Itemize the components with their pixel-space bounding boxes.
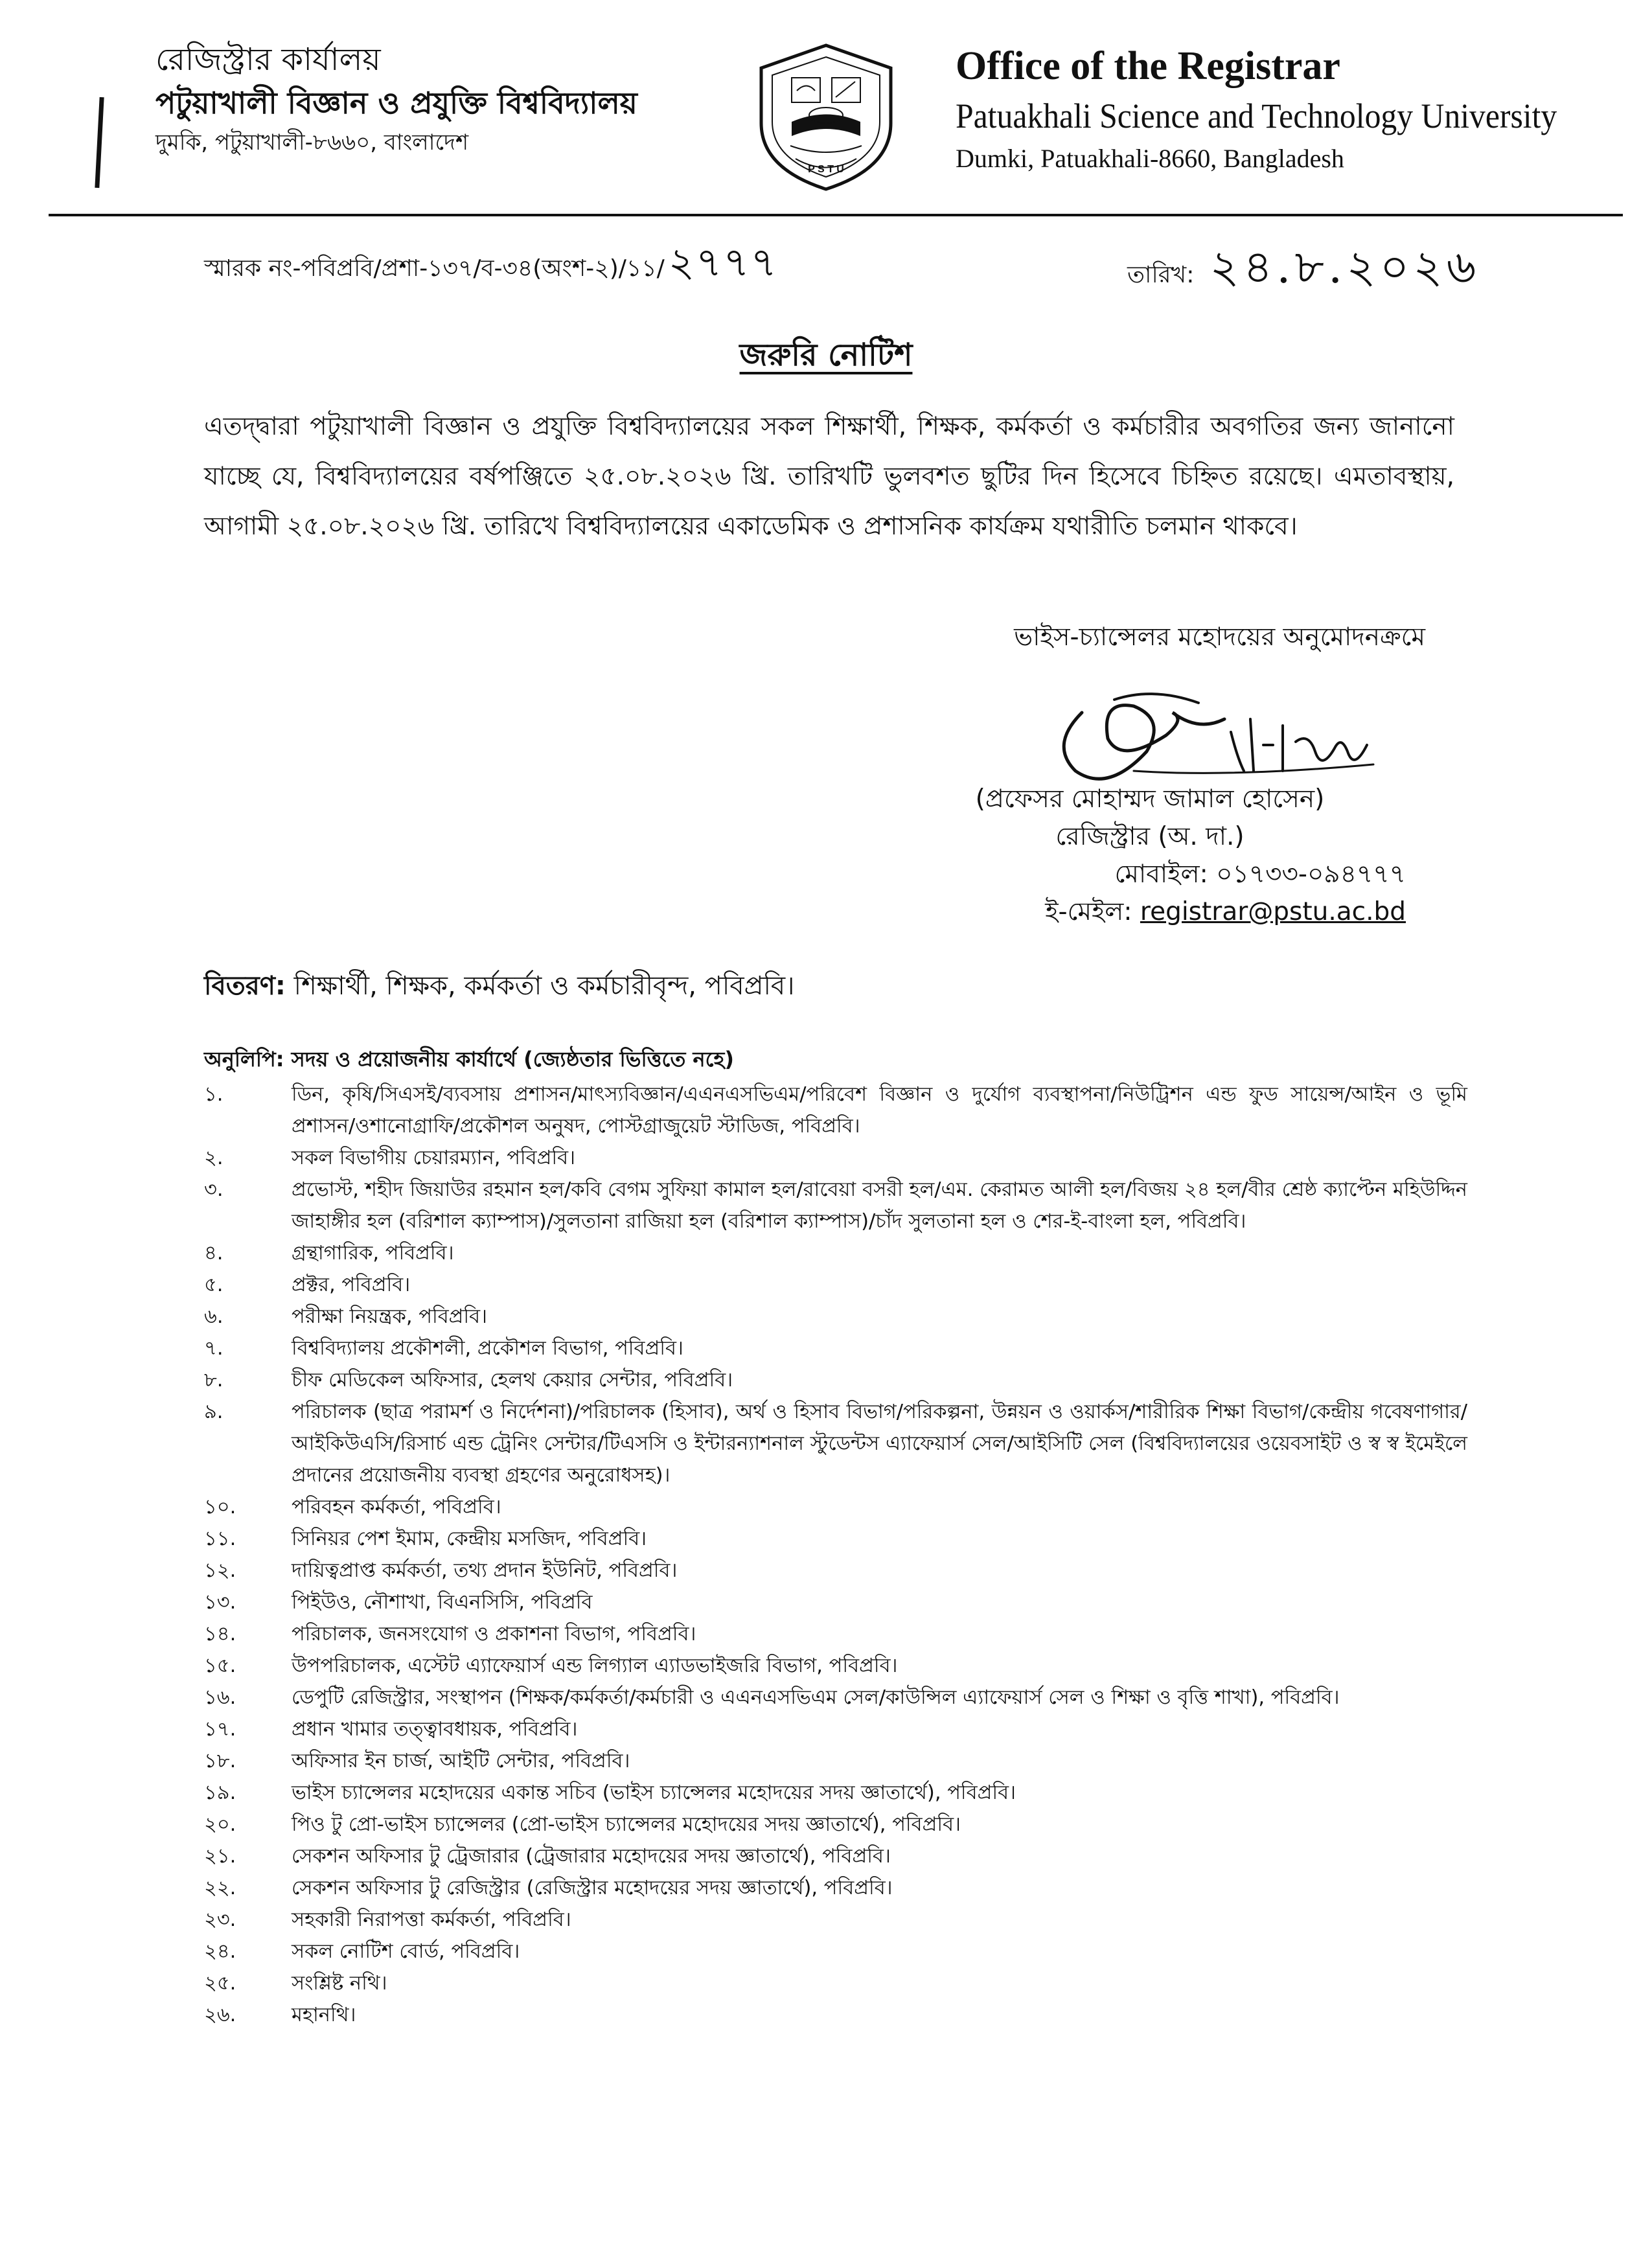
distribution-label: বিতরণ: — [204, 971, 286, 1001]
list-item — [204, 1364, 1467, 1396]
list-item-text: সংশ্লিষ্ট নথি। — [292, 1972, 387, 1995]
list-item — [204, 1269, 1467, 1301]
list-item-number: ১৫. — [204, 1655, 236, 1677]
list-item — [204, 1523, 1467, 1555]
list-item-number: ১৯. — [204, 1781, 236, 1804]
memo-reference — [204, 232, 778, 299]
list-item-number: ৮. — [204, 1369, 224, 1392]
university-logo — [745, 39, 907, 194]
list-item-number: ২৪. — [204, 1940, 236, 1963]
list-item-text: সকল নোটিশ বোর্ড, পবিপ্রবি। — [292, 1940, 520, 1963]
notice-body: এতদ্দ্বারা পটুয়াখালী বিজ্ঞান ও প্রযুক্তি বিশ্ববিদ্যালয়ের সকল শিক্ষার্থী, শিক্ষক, কর্মকর্তা ও কর্মচারীর অবগতির জন্য জানানো যাচ্ছে যে, বিশ্ববিদ্যালয়ের বর্ষপঞ্জিতে ২৫.০৮.২০২৬ খ্রি. তারিখটি ভুলবশত ছুটির দিন হিসেবে চিহ্নিত রয়েছে। এমতাবস্থায়, আগামী ২৫.০৮.২০২৬ খ্রি. তারিখে বিশ্ববিদ্যালয়ের একাডেমিক ও প্রশাসনিক কার্যক্রম যথারীতি চলমান থাকবে। — [204, 412, 1454, 541]
list-item — [204, 1586, 1467, 1618]
list-item-text: গ্রন্থাগারিক, পবিপ্রবি। — [292, 1242, 454, 1265]
list-item-number: ৫. — [204, 1274, 224, 1296]
list-item — [204, 1936, 1467, 1967]
list-item-text: সিনিয়র পেশ ইমাম, কেন্দ্রীয় মসজিদ, পবিপ্রবি। — [292, 1528, 647, 1550]
bn-office-name: রেজিস্ট্রার কার্যালয় — [155, 41, 381, 78]
copies-list — [204, 1079, 1467, 2031]
list-item-number: ১১. — [204, 1528, 236, 1550]
list-item-text: বিশ্ববিদ্যালয় প্রকৌশলী, প্রকৌশল বিভাগ, পবিপ্রবি। — [292, 1337, 683, 1360]
list-item — [204, 1777, 1467, 1809]
list-item-number: ১৭. — [204, 1718, 236, 1741]
list-item — [204, 1079, 1467, 1142]
list-item-text: চীফ মেডিকেল অফিসার, হেলথ কেয়ার সেন্টার, পবিপ্রবি। — [292, 1369, 733, 1392]
list-item — [204, 1396, 1467, 1491]
signatory-email — [894, 893, 1406, 931]
header-english — [956, 40, 1609, 178]
list-item-number: ২৫. — [204, 1972, 236, 1995]
date-handwritten: ২৪.৮.২০২৬ — [1210, 240, 1480, 293]
list-item-text: অফিসার ইন চার্জ, আইটি সেন্টার, পবিপ্রবি। — [292, 1750, 630, 1772]
list-item — [204, 1745, 1467, 1777]
notice-title-wrap — [0, 332, 1652, 383]
list-item-number: ৪. — [204, 1242, 224, 1265]
list-item — [204, 1618, 1467, 1650]
list-item — [204, 1142, 1467, 1174]
list-item-number: ৭. — [204, 1337, 224, 1360]
list-item-text: প্রধান খামার তত্ত্বাবধায়ক, পবিপ্রবি। — [292, 1718, 578, 1741]
approval-line: ভাইস-চ্যান্সেলর মহোদয়ের অনুমোদনক্রমে — [1014, 623, 1425, 652]
list-item — [204, 1872, 1467, 1904]
distribution-text: শিক্ষার্থী, শিক্ষক, কর্মকর্তা ও কর্মচারীবৃন্দ, পবিপ্রবি। — [293, 971, 795, 1001]
list-item — [204, 1491, 1467, 1523]
email-label: ই-মেইল: — [1045, 897, 1132, 926]
list-item-number: ২৬. — [204, 2004, 236, 2026]
list-item — [204, 1904, 1467, 1936]
list-item-text: সেকশন অফিসার টু রেজিস্ট্রার (রেজিস্ট্রার মহোদয়ের সদয় জ্ঞাতার্থে), পবিপ্রবি। — [292, 1877, 893, 1899]
list-item — [204, 1840, 1467, 1872]
list-item — [204, 1967, 1467, 1999]
copies-title: অনুলিপি: সদয় ও প্রয়োজনীয় কার্যার্থে (জ্যেষ্ঠতার ভিত্তিতে নহে) — [204, 1047, 734, 1071]
signatory-details — [894, 781, 1406, 931]
approval-line-wrap — [894, 619, 1425, 656]
list-item — [204, 1713, 1467, 1745]
list-item-number: ২৩. — [204, 1908, 236, 1931]
list-item-number: ১২. — [204, 1559, 236, 1582]
list-item-text: ডিন, কৃষি/সিএসই/ব্যবসায় প্রশাসন/মাৎস্যবিজ্ঞান/এএনএসভিএম/পরিবেশ বিজ্ঞান ও দুর্যোগ ব্যবস্থাপনা/নিউট্রিশন এন্ড ফুড সায়েন্স/আইন ও ভূমি প্রশাসন/ওশানোগ্রাফি/প্রকৌশল অনুষদ, পোস্টগ্রাজুয়েট স্টাডিজ, পবিপ্রবি। — [292, 1083, 1467, 1138]
notice-title: জরুরি নোটিশ — [739, 337, 913, 373]
list-item-number: ৯. — [204, 1401, 224, 1423]
list-item-number: ২২. — [204, 1877, 236, 1899]
handwritten-signature — [1037, 674, 1399, 797]
list-item — [204, 1555, 1467, 1586]
email-link[interactable]: registrar@pstu.ac.bd — [1140, 897, 1406, 926]
signatory-mobile — [894, 856, 1406, 893]
list-item-number: ২১. — [204, 1845, 236, 1868]
list-item-text: ডেপুটি রেজিস্ট্রার, সংস্থাপন (শিক্ষক/কর্মকর্তা/কর্মচারী ও এএনএসভিএম সেল/কাউন্সিল এ্যাফেয়ার্স সেল ও শিক্ষা ও বৃত্তি শাখা), পবিপ্রবি। — [292, 1686, 1340, 1709]
list-item — [204, 1333, 1467, 1364]
date-label: তারিখ: — [1127, 262, 1195, 288]
list-item-number: ২০. — [204, 1813, 236, 1836]
list-item-text: পরিবহন কর্মকর্তা, পবিপ্রবি। — [292, 1496, 501, 1518]
list-item-text: সেকশন অফিসার টু ট্রেজারার (ট্রেজারার মহোদয়ের সদয় জ্ঞাতার্থে), পবিপ্রবি। — [292, 1845, 891, 1868]
list-item-text: প্রভোস্ট, শহীদ জিয়াউর রহমান হল/কবি বেগম সুফিয়া কামাল হল/রাবেয়া বসরী হল/এম. কেরামত আলী হল/বিজয় ২৪ হল/বীর শ্রেষ্ঠ ক্যাপ্টেন মহিউদ্দিন জাহাঙ্গীর হল (বরিশাল ক্যাম্পাস)/সুলতানা রাজিয়া হল (বরিশাল ক্যাম্পাস)/চাঁদ সুলতানা হল ও শের-ই-বাংলা হল, পবিপ্রবি। — [292, 1178, 1467, 1233]
list-item-text: দায়িত্বপ্রাপ্ত কর্মকর্তা, তথ্য প্রদান ইউনিট, পবিপ্রবি। — [292, 1559, 678, 1582]
mobile-label: মোবাইল: — [1114, 860, 1208, 889]
logo-short-text: P S T U — [808, 164, 844, 175]
bn-address: দুমকি, পটুয়াখালী-৮৬৬০, বাংলাদেশ — [155, 130, 469, 155]
list-item-number: ২. — [204, 1147, 224, 1169]
list-item-text: প্রক্টর, পবিপ্রবি। — [292, 1274, 411, 1296]
list-item-number: ৬. — [204, 1305, 224, 1328]
mobile-number: ০১৭৩৩-০৯৪৭৭৭ — [1216, 860, 1406, 889]
list-item-text: সকল বিভাগীয় চেয়ারম্যান, পবিপ্রবি। — [292, 1147, 575, 1169]
list-item — [204, 1682, 1467, 1713]
memo-date — [1127, 232, 1480, 308]
list-item-number: ১০. — [204, 1496, 236, 1518]
list-item — [204, 1999, 1467, 2031]
list-item-number: ১৬. — [204, 1686, 236, 1709]
en-office-name: Office of the Registrar — [956, 44, 1340, 88]
list-item-text: উপপরিচালক, এস্টেট এ্যাফেয়ার্স এন্ড লিগ্যাল এ্যাডভাইজরি বিভাগ, পবিপ্রবি। — [292, 1655, 898, 1677]
margin-pen-mark — [95, 97, 104, 188]
list-item — [204, 1174, 1467, 1237]
list-item — [204, 1301, 1467, 1333]
list-item-text: পরীক্ষা নিয়ন্ত্রক, পবিপ্রবি। — [292, 1305, 488, 1328]
list-item-text: পরিচালক (ছাত্র পরামর্শ ও নির্দেশনা)/পরিচালক (হিসাব), অর্থ ও হিসাব বিভাগ/পরিকল্পনা, উন্নয়ন ও ওয়ার্কস/শারীরিক শিক্ষা বিভাগ/কেন্দ্রীয় গবেষণাগার/আইকিউএসি/রিসার্চ এন্ড ট্রেনিং সেন্টার/টিএসসি ও ইন্টারন্যাশনাল স্টুডেন্টস এ্যাফেয়ার্স সেল/আইসিটি সেল (বিশ্ববিদ্যালয়ের ওয়েবসাইট ও স্ব স্ব ইমেইলে প্রদানের প্রয়োজনীয় ব্যবস্থা গ্রহণের অনুরোধসহ)। — [292, 1401, 1467, 1487]
list-item-text: মহানথি। — [292, 2004, 356, 2026]
signatory-designation: রেজিস্ট্রার (অ. দা.) — [1055, 822, 1245, 851]
en-university-name: Patuakhali Science and Technology University — [956, 97, 1557, 135]
memo-ref-handwritten: ২৭৭৭ — [668, 238, 778, 286]
list-item-text: পিইউও, নৌশাখা, বিএনসিসি, পবিপ্রবি — [292, 1591, 593, 1614]
signatory-name: (প্রফেসর মোহাম্মদ জামাল হোসেন) — [975, 785, 1325, 814]
en-address: Dumki, Patuakhali-8660, Bangladesh — [956, 144, 1344, 173]
list-item-number: ১. — [204, 1083, 224, 1106]
bn-university-name: পটুয়াখালী বিজ্ঞান ও প্রযুক্তি বিশ্ববিদ্যালয় — [155, 86, 637, 120]
header-bangla — [155, 39, 637, 159]
list-item-number: ১৪. — [204, 1623, 236, 1645]
distribution — [204, 965, 794, 1009]
list-item — [204, 1237, 1467, 1269]
list-item-text: ভাইস চ্যান্সেলর মহোদয়ের একান্ত সচিব (ভাইস চ্যান্সেলর মহোদয়ের সদয় জ্ঞাতার্থে), পবিপ্রবি। — [292, 1781, 1016, 1804]
list-item-number: ১৩. — [204, 1591, 236, 1614]
list-item-text: পিও টু প্রো-ভাইস চ্যান্সেলর (প্রো-ভাইস চ্যান্সেলর মহোদয়ের সদয় জ্ঞাতার্থে), পবিপ্রবি। — [292, 1813, 961, 1836]
list-item-text: সহকারী নিরাপত্তা কর্মকর্তা, পবিপ্রবি। — [292, 1908, 571, 1931]
list-item-text: পরিচালক, জনসংযোগ ও প্রকাশনা বিভাগ, পবিপ্রবি। — [292, 1623, 696, 1645]
list-item — [204, 1650, 1467, 1682]
list-item — [204, 1809, 1467, 1840]
list-item-number: ৩. — [204, 1178, 224, 1201]
header-divider — [49, 214, 1623, 216]
memo-ref-label: স্মারক নং-পবিপ্রবি/প্রশা-১৩৭/ব-৩৪(অংশ-২)/১১/ — [204, 255, 665, 282]
list-item-number: ১৮. — [204, 1750, 236, 1772]
